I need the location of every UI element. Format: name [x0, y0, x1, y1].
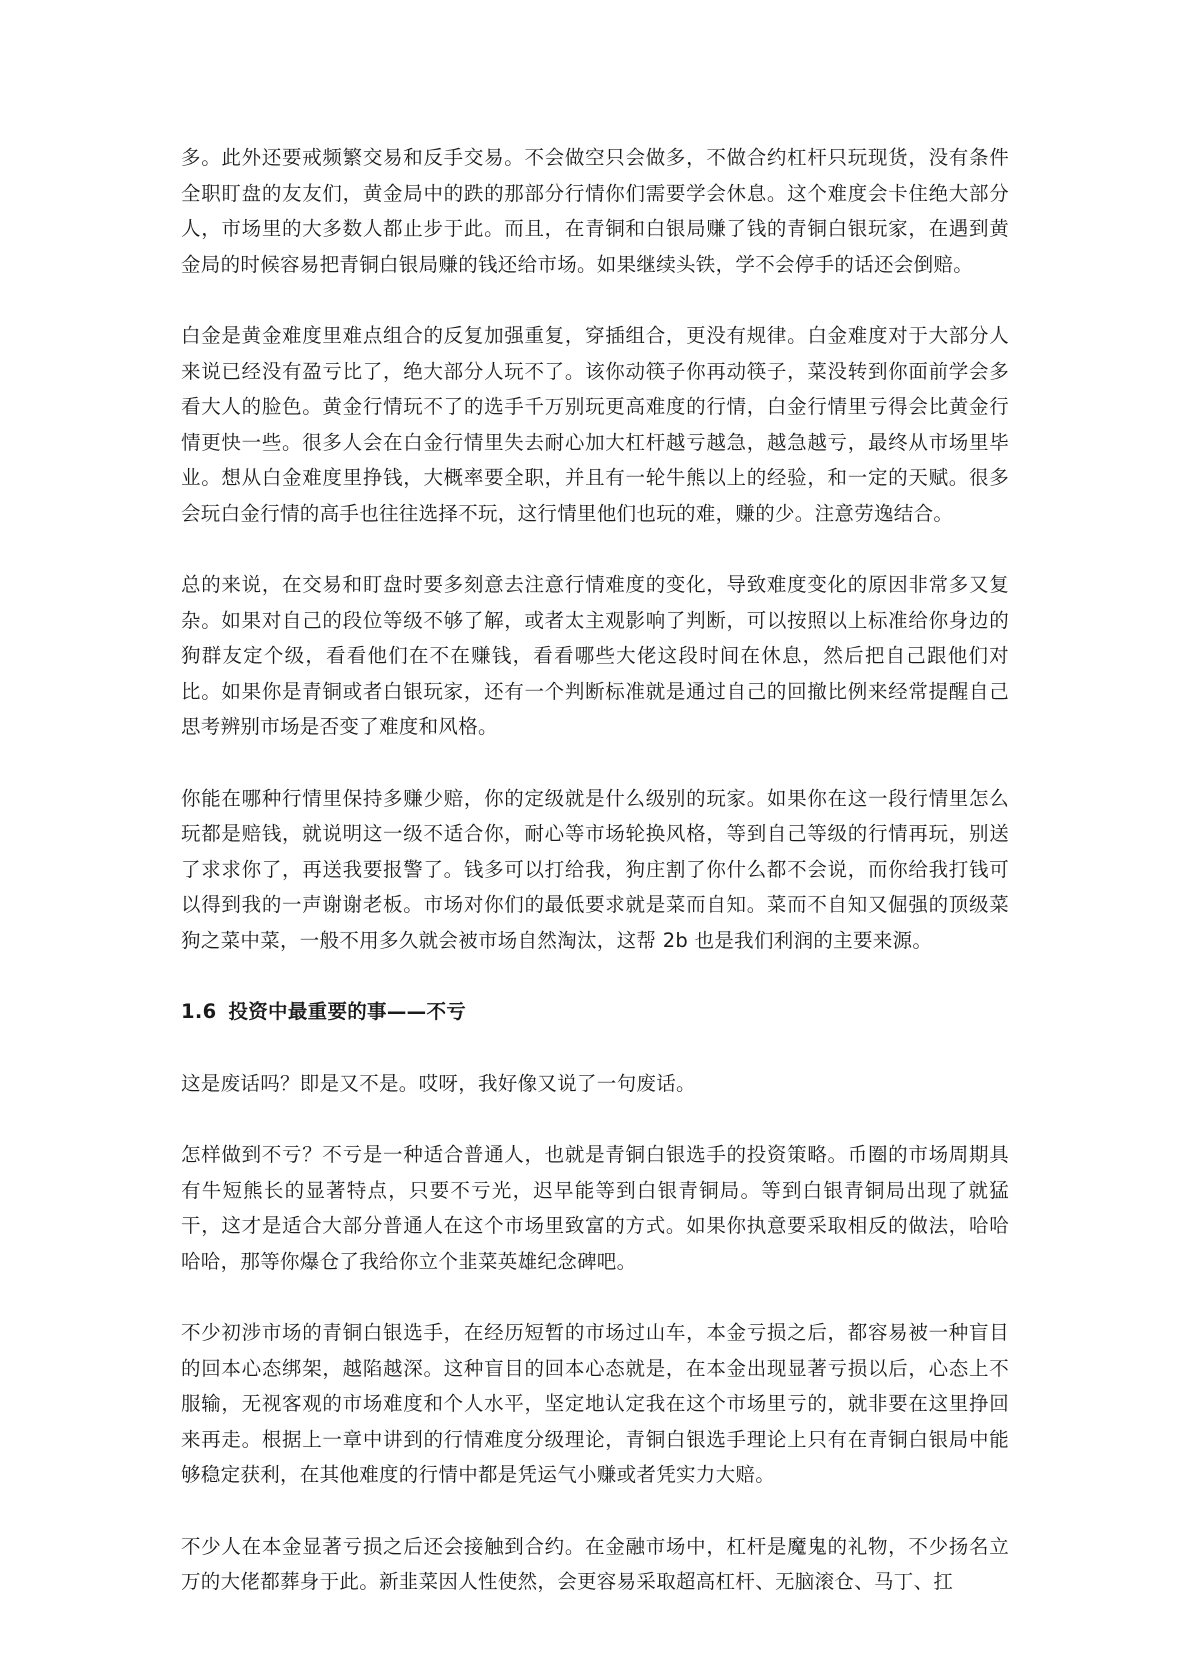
paragraph: 不少初涉市场的青铜白银选手，在经历短暂的市场过山车，本金亏损之后，都容易被一种盲目的回本心态绑架，越陷越深。这种盲目的回本心态就是，在本金出现显著亏损以后，心态上不服输，无视客观的市场难度和个人水平，坚定地认定我在这个市场里亏的，就非要在这里挣回来再走。根据上一章中讲到的行情难度分级理论，青铜白银选手理论上只有在青铜白银局中能够稳定获利，在其他难度的行情中都是凭运气小赚或者凭实力大赔。: [181, 1321, 1009, 1486]
section-number: 1.6: [181, 1000, 217, 1023]
paragraph: 你能在哪种行情里保持多赚少赔，你的定级就是什么级别的玩家。如果你在这一段行情里怎么玩都是赔钱，就说明这一级不适合你，耐心等市场轮换风格，等到自己等级的行情再玩，别送了求求你了，再送我要报警了。钱多可以打给我，狗庄割了你什么都不会说，而你给我打钱可以得到我的一声谢谢老板。市场对你们的最低要求就是菜而自知。菜而不自知又倔强的顶级菜狗之菜中菜，一般不用多久就会被市场自然淘汰，这帮 2b 也是我们利润的主要来源。: [181, 786, 1009, 952]
paragraph: 总的来说，在交易和盯盘时要多刻意去注意行情难度的变化，导致难度变化的原因非常多又复杂。如果对自己的段位等级不够了解，或者太主观影响了判断，可以按照以上标准给你身边的狗群友定个级，看看他们在不在赚钱，看看哪些大佬这段时间在休息，然后把自己跟他们对比。如果你是青铜或者白银玩家，还有一个判断标准就是通过自己的回撤比例来经常提醒自己思考辨别市场是否变了难度和风格。: [181, 573, 1009, 738]
paragraph: 这是废话吗？即是又不是。哎呀，我好像又说了一句废话。: [181, 1071, 696, 1095]
paragraph: 怎样做到不亏？不亏是一种适合普通人，也就是青铜白银选手的投资策略。币圈的市场周期具有牛短熊长的显著特点，只要不亏光，迟早能等到白银青铜局。等到白银青铜局出现了就猛干，这才是适合大部分普通人在这个市场里致富的方式。如果你执意要采取相反的做法，哈哈哈哈，那等你爆仓了我给你立个韭菜英雄纪念碑吧。: [181, 1143, 1009, 1273]
paragraph: 多。此外还要戒频繁交易和反手交易。不会做空只会做多，不做合约杠杆只玩现货，没有条件全职盯盘的友友们，黄金局中的跌的那部分行情你们需要学会休息。这个难度会卡住绝大部分人，市场里的大多数人都止步于此。而且，在青铜和白银局赚了钱的青铜白银玩家，在遇到黄金局的时候容易把青铜白银局赚的钱还给市场。如果继续头铁，学不会停手的话还会倒赔。: [181, 146, 1009, 276]
section-heading: [181, 994, 1009, 1030]
paragraph: 白金是黄金难度里难点组合的反复加强重复，穿插组合，更没有规律。白金难度对于大部分人来说已经没有盈亏比了，绝大部分人玩不了。该你动筷子你再动筷子，菜没转到你面前学会多看大人的脸色。黄金行情玩不了的选手千万别玩更高难度的行情，白金行情里亏得会比黄金行情更快一些。很多人会在白金行情里失去耐心加大杠杆越亏越急，越急越亏，最终从市场里毕业。想从白金难度里挣钱，大概率要全职，并且有一轮牛熊以上的经验，和一定的天赋。很多会玩白金行情的高手也往往选择不玩，这行情里他们也玩的难，赚的少。注意劳逸结合。: [181, 324, 1009, 525]
paragraph: 不少人在本金显著亏损之后还会接触到合约。在金融市场中，杠杆是魔鬼的礼物，不少扬名立万的大佬都葬身于此。新韭菜因人性使然，会更容易采取超高杠杆、无脑滚仓、马丁、扛: [181, 1534, 1009, 1593]
document-body: [181, 140, 1009, 1636]
section-title: 投资中最重要的事——不亏: [228, 1000, 467, 1023]
